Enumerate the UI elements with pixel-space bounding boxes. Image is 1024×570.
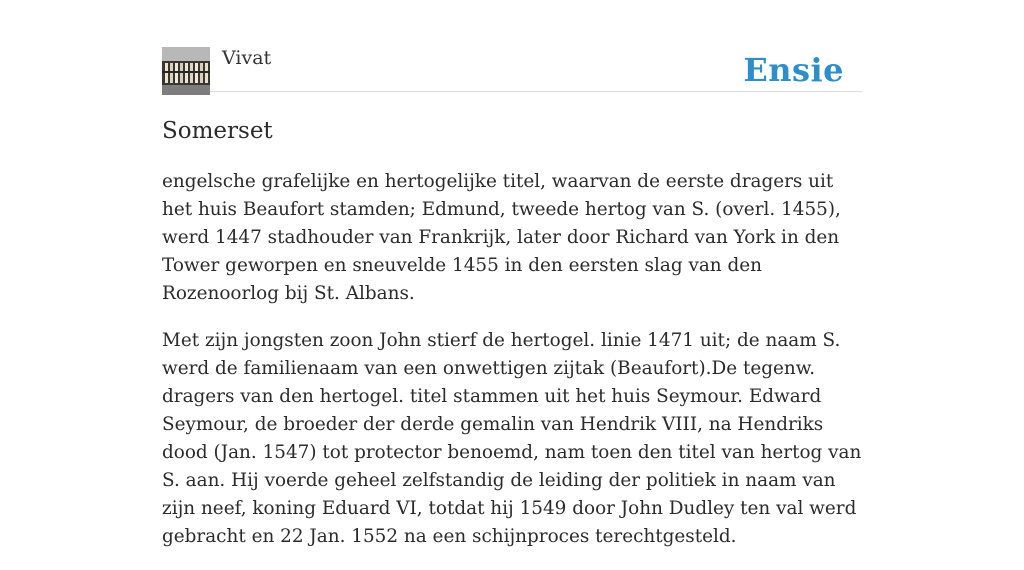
paragraph: engelsche grafelijke en hertogelijke titel, waarvan de eerste dragers uit het huis Beaufort stamden; Edmund, tweede hertog van S. (overl. 1455), werd 1447 stadhouder van Frankrijk, later door Richard van York in den Tower geworpen en sneuvelde 1455 in den eersten slag van den Rozenoorlog bij St. Albans.: [162, 171, 841, 304]
article-body: [162, 168, 862, 570]
page-title: Somerset: [162, 118, 273, 144]
page: [162, 0, 862, 547]
header: [162, 0, 862, 92]
brand-logo[interactable]: Ensie: [743, 51, 844, 89]
paragraph: Met zijn jongsten zoon John stierf de hertogel. linie 1471 uit; de naam S. werd de familienaam van een onwettigen zijtak (Beaufort).De tegenw. dragers van den hertogel. titel stammen uit het huis Seymour. Edward Seymour, de broeder der derde gemalin van Hendrik VIII, na Hendriks dood (Jan. 1547) tot protector benoemd, nam toen den titel van hertog van S. aan. Hij voerde geheel zelfstandig de leiding der politiek in naam van zijn neef, koning Eduard VI, totdat hij 1549 door John Dudley ten val werd gebracht en 22 Jan. 1552 na een schijnproces terechtgesteld.: [162, 330, 862, 547]
books-avatar-icon: [162, 47, 210, 95]
avatar[interactable]: [162, 47, 210, 95]
author-name[interactable]: Vivat: [222, 47, 272, 69]
